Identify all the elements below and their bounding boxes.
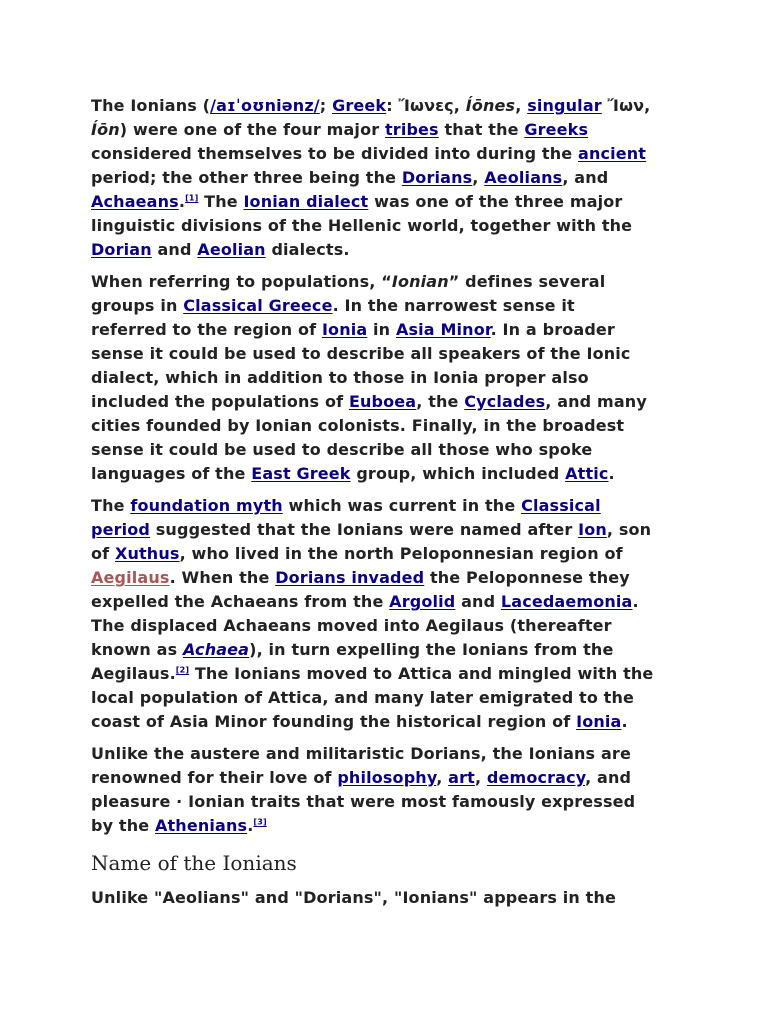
text-run: groups in [91,296,184,315]
link-ionia[interactable]: Ionia [321,320,368,339]
text-run: , and many [545,392,647,411]
text-run: The displaced Achaeans moved into Aegilaus (thereafter [91,616,612,635]
text-run: , [474,768,487,787]
citation-link[interactable]: [2] [175,665,190,675]
text-run: The [198,192,244,211]
text-run: that the [438,120,525,139]
text-run: linguistic divisions of the Hellenic world, together with the [91,216,633,235]
text-run: referred to the region of [91,320,322,339]
link-achaea[interactable]: Achaea [183,640,250,659]
paragraph [91,742,691,838]
link-dorian[interactable]: Dorian [91,240,152,259]
link-dorians[interactable]: Dorians [401,168,473,187]
text-line [91,238,691,262]
paragraph-group-after-heading [91,886,691,910]
text-run: by the [91,816,155,835]
text-run: When referring to populations, “ [91,272,392,291]
paragraph [91,94,691,262]
text-run: group, which included [350,464,566,483]
citation-ref [176,666,189,675]
paragraph-group [91,94,691,838]
text-line [91,518,691,542]
text-run: renowned for their love of [91,768,338,787]
link-ionia[interactable]: Ionia [576,712,622,731]
link-philosophy[interactable]: philosophy [337,768,437,787]
link-a-o-ni-nz[interactable]: /aɪˈoʊniənz/ [210,96,320,115]
paragraph [91,270,691,486]
text-run: ), in turn expelling the Ionians from the [249,640,614,659]
text-run: included the populations of [91,392,349,411]
paragraph [91,494,691,734]
paragraph [91,886,691,910]
text-run: local population of Attica, and many later emigrated to the [91,688,635,707]
text-run: The [91,496,131,515]
link-aeolians[interactable]: Aeolians [484,168,563,187]
text-run: , and [585,768,632,787]
text-run: the Peloponnese they [424,568,630,587]
link-xuthus[interactable]: Xuthus [114,544,180,563]
text-line [91,710,691,734]
text-run: . [247,816,254,835]
link-asia-minor[interactable]: Asia Minor [395,320,491,339]
link-greeks[interactable]: Greeks [524,120,589,139]
link-ion[interactable]: Ion [578,520,607,539]
link-greek[interactable]: Greek [332,96,387,115]
link-cyclades[interactable]: Cyclades [464,392,546,411]
text-run: dialect, which in addition to those in Ionia proper also [91,368,589,387]
text-run: in [367,320,396,339]
text-line [91,462,691,486]
link-classical[interactable]: Classical [521,496,601,515]
text-line [91,318,691,342]
text-run: sense it could be used to describe all speakers of the Ionic [91,344,631,363]
text-line [91,686,691,710]
text-run: : Ἴωνες, [386,96,466,115]
text-line [91,542,691,566]
text-line [91,190,691,214]
text-run: period; the other three being the [91,168,402,187]
text-run: Unlike "Aeolians" and "Dorians", "Ionians" appears in the [91,888,617,907]
text-run: . [178,192,186,211]
text-line [91,790,691,814]
citation-ref [253,818,266,827]
text-run: considered themselves to be divided into during the [91,144,578,163]
link-democracy[interactable]: democracy [486,768,586,787]
text-run: and [455,592,501,611]
text-run: The Ionians moved to Attica and mingled with the [189,664,654,683]
link-lacedaemonia[interactable]: Lacedaemonia [500,592,633,611]
link-achaeans[interactable]: Achaeans [91,192,179,211]
link-athenians[interactable]: Athenians [154,816,248,835]
text-line [91,742,691,766]
text-line [91,118,691,142]
text-run: , son [606,520,652,539]
link-ancient[interactable]: ancient [578,144,647,163]
text-run: . [632,592,639,611]
text-run: ) were one of the four major [119,120,385,139]
text-run: was one of the three major [368,192,623,211]
text-run: which was current in the [282,496,522,515]
text-line [91,566,691,590]
text-run: cities founded by Ionian colonists. Finally, in the broadest [91,416,625,435]
text-run: pleasure · Ionian traits that were most famously expressed [91,792,636,811]
text-run: suggested that the Ionians were named after [150,520,579,539]
link-foundation-myth[interactable]: foundation myth [130,496,283,515]
link-period[interactable]: period [91,520,151,539]
text-run: , and [562,168,609,187]
text-line [91,390,691,414]
text-line [91,142,691,166]
text-run: Unlike the austere and militaristic Dorians, the Ionians are [91,744,631,763]
italic-text: Íōn [91,120,120,139]
link-aegilaus[interactable]: Aegilaus [91,568,170,587]
link-euboea[interactable]: Euboea [348,392,417,411]
text-run: ; [319,96,333,115]
text-line [91,814,691,838]
link-ionian-dialect[interactable]: Ionian dialect [243,192,369,211]
link-tribes[interactable]: tribes [384,120,439,139]
text-run: , [515,96,528,115]
text-line [91,638,691,662]
text-line [91,886,691,910]
italic-text: Ionian [391,272,449,291]
text-line [91,590,691,614]
text-line [91,342,691,366]
link-classical-greece[interactable]: Classical Greece [183,296,333,315]
text-run: expelled the Achaeans from the [91,592,390,611]
text-line [91,166,691,190]
text-line [91,766,691,790]
text-line [91,662,691,686]
text-run: . [621,712,628,731]
section-heading: Name of the Ionians [91,851,297,875]
link-attic[interactable]: Attic [565,464,609,483]
text-run: . In the narrowest sense it [332,296,575,315]
text-run: dialects. [265,240,350,259]
text-line [91,494,691,518]
text-run: . [608,464,615,483]
citation-ref [185,194,198,203]
text-line [91,438,691,462]
text-run: . In a broader [490,320,615,339]
article-body [91,94,691,918]
link-art[interactable]: art [448,768,475,787]
text-line [91,366,691,390]
text-line [91,270,691,294]
text-line [91,294,691,318]
text-line [91,94,691,118]
text-line [91,214,691,238]
link-aeolian[interactable]: Aeolian [197,240,266,259]
text-run: , [436,768,449,787]
text-run: , who lived in the north Peloponnesian region of [179,544,623,563]
text-line [91,414,691,438]
text-run: ” defines several [448,272,606,291]
text-run: . When the [169,568,276,587]
text-run: coast of Asia Minor founding the historical region of [91,712,577,731]
citation-link[interactable]: [3] [253,817,267,827]
link-east-greek[interactable]: East Greek [251,464,351,483]
text-run: Ἴων, [601,96,651,115]
text-run: and [151,240,198,259]
text-run: sense it could be used to describe all those who spoke [91,440,593,459]
text-line [91,614,691,638]
text-run: Aegilaus. [91,664,176,683]
link-singular[interactable]: singular [527,96,602,115]
citation-link[interactable]: [1] [185,193,199,203]
text-run: known as [91,640,184,659]
link-argolid[interactable]: Argolid [389,592,456,611]
text-run: , the [416,392,465,411]
italic-text: Íōnes [465,96,516,115]
text-run: , [472,168,485,187]
text-run: of [91,544,115,563]
text-run: The Ionians ( [91,96,211,115]
link-dorians-invaded[interactable]: Dorians invaded [275,568,425,587]
text-run: languages of the [91,464,252,483]
